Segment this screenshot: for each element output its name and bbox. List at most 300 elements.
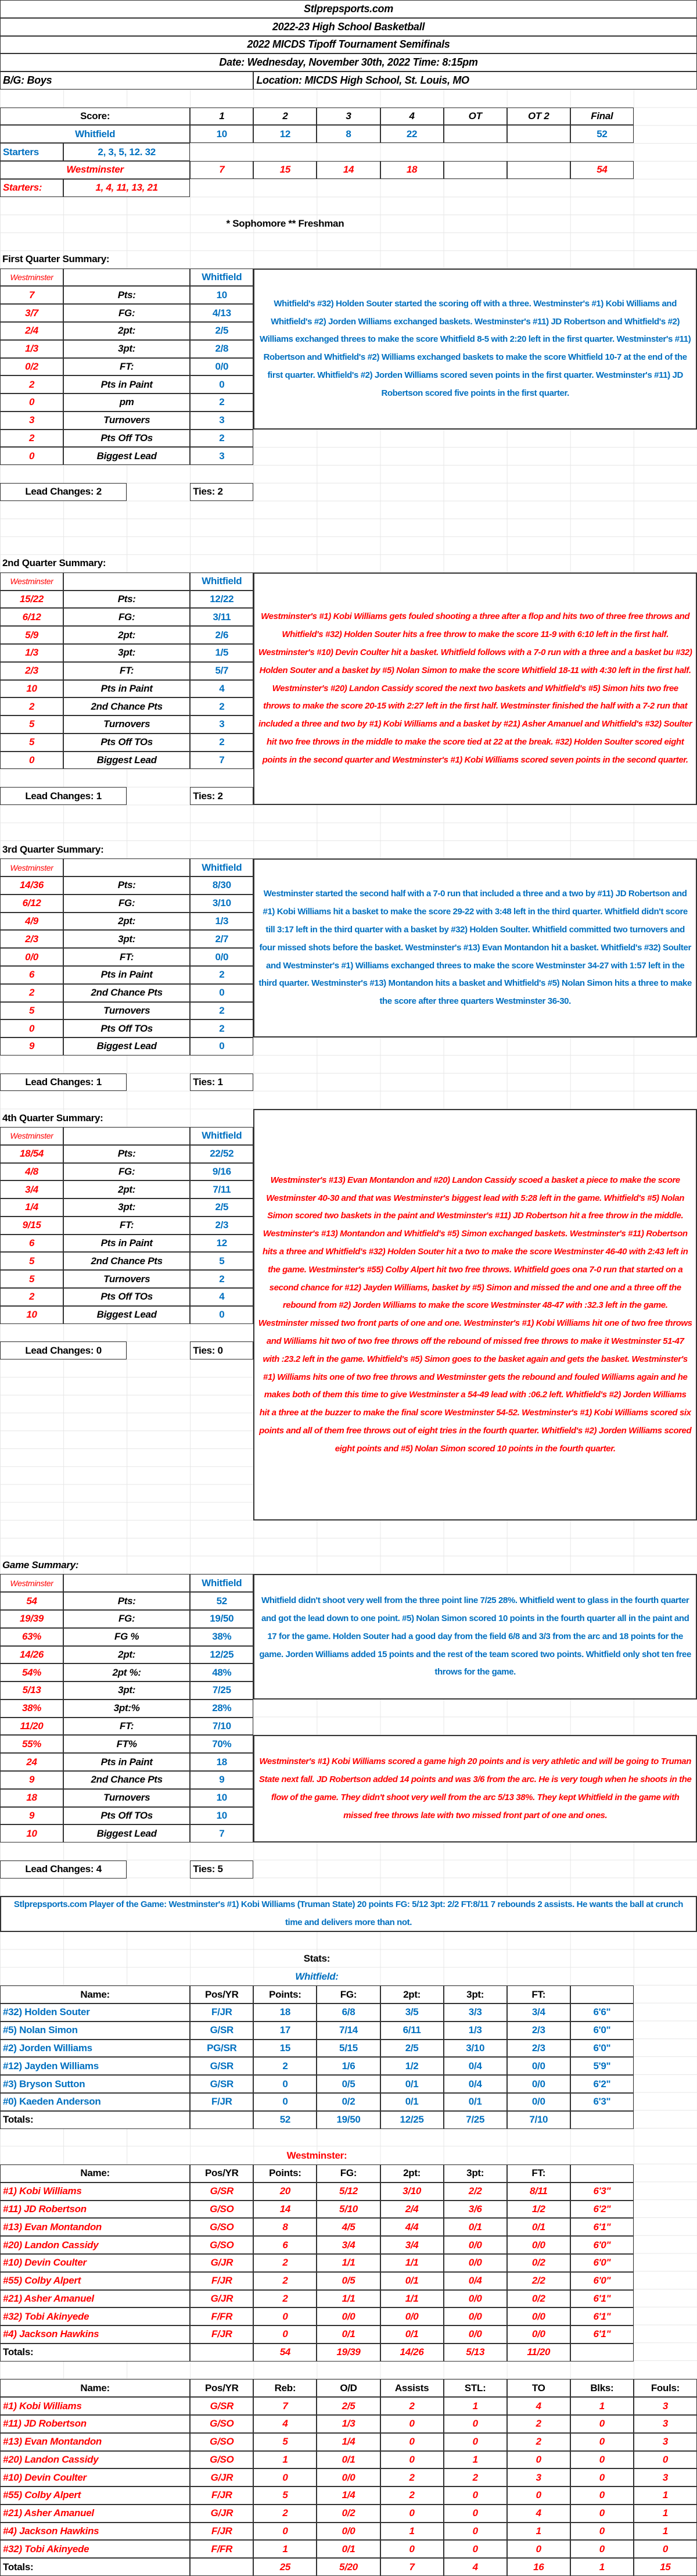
westminster-misc-stats-header: Blks: <box>570 2379 634 2397</box>
q2-stat-label: FT: <box>63 662 190 680</box>
game-whitfield-value: 10 <box>190 1789 253 1807</box>
whitfield-stats-totals-value: 12/25 <box>380 2111 444 2129</box>
westminster-misc-stats-player-stat: 0 <box>570 2523 634 2541</box>
whitfield-stats-player-stat: 3/10 <box>444 2040 507 2058</box>
q2-stat-label: Turnovers <box>63 715 190 734</box>
westminster-misc-stats-totals-value: 4 <box>444 2558 507 2576</box>
westminster-stats-player-stat: 0/1 <box>380 2272 444 2290</box>
whitfield-stats-player-stat: 6'6" <box>570 2003 634 2022</box>
whitfield-quarter-score <box>507 125 570 143</box>
westminster-misc-stats-player-name: #13) Evan Montandon <box>0 2433 190 2451</box>
q3-ties: Ties: 1 <box>190 1074 253 1092</box>
westminster-stats-player-stat: 0/1 <box>317 2325 380 2344</box>
westminster-stats-title: Westminster: <box>286 2149 347 2161</box>
westminster-misc-stats-player-stat: 1/3 <box>317 2415 380 2433</box>
westminster-stats-header: 2pt: <box>380 2164 444 2183</box>
q2-stat-label: 3pt: <box>63 644 190 662</box>
game-westminster-value: 54% <box>0 1663 63 1681</box>
q1-westminster-value: 0/2 <box>0 358 63 376</box>
westminster-stats-player-stat: 0/0 <box>507 2236 570 2254</box>
q4-lead-changes: Lead Changes: 0 <box>0 1341 127 1359</box>
q1-ties: Ties: 2 <box>190 483 253 501</box>
game-stat-label: 3pt:% <box>63 1700 190 1718</box>
q4-whitfield-value: 2/5 <box>190 1198 253 1217</box>
westminster-misc-stats-player-stat: 0 <box>570 2468 634 2486</box>
q3-westminster-header: Westminster <box>0 858 63 876</box>
westminster-stats-totals-value <box>190 2344 253 2362</box>
whitfield-stats-player-stat: 0 <box>253 2075 317 2093</box>
whitfield-quarter-score: 10 <box>190 125 253 143</box>
westminster-quarter-score <box>507 161 570 179</box>
whitfield-stats-player-stat: 2/5 <box>380 2040 444 2058</box>
q3-westminster-value: 5 <box>0 1002 63 1020</box>
westminster-misc-stats-player-stat: 0/0 <box>317 2468 380 2486</box>
westminster-misc-stats-player-stat: 7 <box>253 2397 317 2415</box>
westminster-stats-player-stat: 3/6 <box>444 2201 507 2219</box>
westminster-stats-player-name: #20) Landon Cassidy <box>0 2236 190 2254</box>
q2-stat-label: Biggest Lead <box>63 752 190 770</box>
game-lead-changes: Lead Changes: 4 <box>0 1861 127 1879</box>
westminster-misc-stats-player-stat: 2 <box>507 2433 570 2451</box>
whitfield-stats-header: Points: <box>253 1985 317 2003</box>
westminster-stats-player-stat: G/JR <box>190 2254 253 2272</box>
westminster-misc-stats-player-stat: 0 <box>634 2451 697 2469</box>
whitfield-stats-player-stat: 1/3 <box>444 2022 507 2040</box>
westminster-stats-player-stat: 20 <box>253 2183 317 2201</box>
whitfield-stats-player-name: #12) Jayden Williams <box>0 2057 190 2075</box>
westminster-misc-stats-player-stat: G/SO <box>190 2415 253 2433</box>
westminster-misc-stats-totals-value: 16 <box>507 2558 570 2576</box>
westminster-stats-player-stat: 4/4 <box>380 2218 444 2236</box>
westminster-misc-stats-player-stat: 1 <box>507 2523 570 2541</box>
q3-stat-label: Biggest Lead <box>63 1037 190 1056</box>
westminster-stats-player-name: #11) JD Robertson <box>0 2201 190 2219</box>
q4-stat-label: Biggest Lead <box>63 1306 190 1324</box>
westminster-misc-stats-player-stat: 1 <box>570 2397 634 2415</box>
q3-lead-changes: Lead Changes: 1 <box>0 1074 127 1092</box>
q4-stat-label: Pts in Paint <box>63 1235 190 1253</box>
westminster-stats-player-stat: 5/10 <box>317 2201 380 2219</box>
westminster-misc-stats-totals-value: 7 <box>380 2558 444 2576</box>
westminster-misc-stats-totals-value: 15 <box>634 2558 697 2576</box>
q4-westminster-value: 6 <box>0 1235 63 1253</box>
whitfield-stats-player-name: #32) Holden Souter <box>0 2003 190 2022</box>
q4-stat-label: Turnovers <box>63 1270 190 1288</box>
game-whitfield-value: 48% <box>190 1663 253 1681</box>
q3-whitfield-value: 1/3 <box>190 913 253 931</box>
q4-stat-label: 2nd Chance Pts <box>63 1252 190 1270</box>
westminster-stats-player-stat: 0/1 <box>507 2218 570 2236</box>
game-westminster-header: Westminster <box>0 1574 63 1592</box>
westminster-stats-player-name: #10) Devin Coulter <box>0 2254 190 2272</box>
q2-westminster-value: 2 <box>0 697 63 715</box>
q3-stat-label: Turnovers <box>63 1002 190 1020</box>
westminster-stats-player-stat: G/JR <box>190 2290 253 2308</box>
whitfield-stats-player-stat: 17 <box>253 2022 317 2040</box>
q2-whitfield-value: 7 <box>190 752 253 770</box>
whitfield-stats-player-name: #3) Bryson Sutton <box>0 2075 190 2093</box>
westminster-misc-stats-totals-value: 5/20 <box>317 2558 380 2576</box>
game-whitfield-value: 7/10 <box>190 1718 253 1736</box>
q4-whitfield-value: 9/16 <box>190 1163 253 1181</box>
westminster-stats-player-stat: 3/10 <box>380 2183 444 2201</box>
westminster-stats-player-stat: 2/2 <box>444 2183 507 2201</box>
whitfield-stats-header: FT: <box>507 1985 570 2003</box>
westminster-stats-player-stat: 0/1 <box>380 2325 444 2344</box>
event-title: 2022 MICDS Tipoff Tournament Semifinals <box>0 36 697 54</box>
westminster-misc-stats-player-stat: 0 <box>380 2415 444 2433</box>
westminster-misc-stats-player-name: #21) Asher Amanuel <box>0 2505 190 2523</box>
location-label: Location: MICDS High School, St. Louis, MO <box>253 71 697 90</box>
westminster-misc-stats-player-stat: F/JR <box>190 2523 253 2541</box>
q2-westminster-value: 2/3 <box>0 662 63 680</box>
westminster-misc-stats-player-stat: 1 <box>634 2523 697 2541</box>
q1-stat-label: pm <box>63 393 190 412</box>
season-title: 2022-23 High School Basketball <box>0 18 697 36</box>
q2-ties: Ties: 2 <box>190 787 253 805</box>
westminster-misc-stats-player-stat: 0/2 <box>317 2505 380 2523</box>
westminster-misc-stats-player-stat: 0 <box>380 2505 444 2523</box>
westminster-stats-player-stat: 6'2" <box>570 2201 634 2219</box>
westminster-misc-stats-player-stat: 0/0 <box>317 2523 380 2541</box>
westminster-misc-stats-player-stat: 0/1 <box>317 2540 380 2558</box>
whitfield-quarter-score: 8 <box>317 125 380 143</box>
westminster-misc-stats-player-stat: 1 <box>253 2540 317 2558</box>
westminster-stats-player-stat: 1/1 <box>380 2290 444 2308</box>
westminster-stats-player-stat: 2 <box>253 2254 317 2272</box>
westminster-misc-stats-player-name: #20) Landon Cassidy <box>0 2451 190 2469</box>
westminster-stats-player-stat: G/SR <box>190 2183 253 2201</box>
whitfield-quarter-score <box>444 125 507 143</box>
score-header-col: 3 <box>317 108 380 126</box>
westminster-quarter-score: 7 <box>190 161 253 179</box>
game-whitfield-value: 12/25 <box>190 1646 253 1664</box>
westminster-stats-player-stat: 0/0 <box>444 2254 507 2272</box>
game-whitfield-value: 52 <box>190 1592 253 1610</box>
westminster-misc-stats-header: Reb: <box>253 2379 317 2397</box>
westminster-misc-stats-player-stat: 0 <box>507 2540 570 2558</box>
westminster-misc-stats-player-name: #10) Devin Coulter <box>0 2468 190 2486</box>
class-legend: * Sophomore ** Freshman <box>226 217 344 229</box>
game-stat-label: FG % <box>63 1628 190 1646</box>
game-stat-label: 2nd Chance Pts <box>63 1771 190 1789</box>
q2-westminster-value: 5/9 <box>0 626 63 644</box>
q1-title: First Quarter Summary: <box>2 253 110 265</box>
q3-whitfield-value: 3/10 <box>190 895 253 913</box>
westminster-stats-player-stat: 0/0 <box>444 2236 507 2254</box>
westminster-stats-player-stat: 4/5 <box>317 2218 380 2236</box>
q2-westminster-value: 10 <box>0 680 63 698</box>
whitfield-stats-player-name: #2) Jorden Williams <box>0 2040 190 2058</box>
westminster-stats-header: FG: <box>317 2164 380 2183</box>
westminster-misc-stats-player-stat: 1/4 <box>317 2486 380 2505</box>
q4-whitfield-value: 2/3 <box>190 1217 253 1235</box>
q4-westminster-value: 1/4 <box>0 1198 63 1217</box>
q4-whitfield-value: 0 <box>190 1306 253 1324</box>
westminster-starters: 1, 4, 11, 13, 21 <box>63 179 190 197</box>
westminster-stats-player-name: #21) Asher Amanuel <box>0 2290 190 2308</box>
whitfield-starters: 2, 3, 5, 12. 32 <box>63 143 190 161</box>
westminster-misc-stats-player-stat: 4 <box>253 2415 317 2433</box>
whitfield-stats-title: Whitfield: <box>295 1970 339 1982</box>
westminster-stats-player-stat: 0/4 <box>444 2272 507 2290</box>
westminster-misc-stats-player-name: #32) Tobi Akinyede <box>0 2540 190 2558</box>
q1-westminster-value: 7 <box>0 286 63 304</box>
game-westminster-value: 5/13 <box>0 1681 63 1700</box>
q3-westminster-value: 2/3 <box>0 930 63 948</box>
whitfield-quarter-score: 22 <box>380 125 444 143</box>
westminster-misc-stats-header: TO <box>507 2379 570 2397</box>
whitfield-stats-player-stat: 2/3 <box>507 2022 570 2040</box>
westminster-misc-stats-player-stat: 1 <box>253 2451 317 2469</box>
game-whitfield-header: Whitfield <box>190 1574 253 1592</box>
q4-whitfield-value: 5 <box>190 1252 253 1270</box>
score-header-col: 1 <box>190 108 253 126</box>
q1-whitfield-header: Whitfield <box>190 269 253 287</box>
q1-stat-label: FT: <box>63 358 190 376</box>
score-header-col: OT <box>444 108 507 126</box>
whitfield-stats-player-stat: 0/0 <box>507 2057 570 2075</box>
q3-stat-label: Pts in Paint <box>63 966 190 984</box>
q1-whitfield-value: 2 <box>190 430 253 448</box>
game-whitfield-value: 19/50 <box>190 1610 253 1628</box>
westminster-misc-stats-player-stat: 0 <box>253 2523 317 2541</box>
q1-westminster-header: Westminster <box>0 269 63 287</box>
whitfield-stats-totals-value: 19/50 <box>317 2111 380 2129</box>
game-stat-label: FT: <box>63 1718 190 1736</box>
q2-westminster-header: Westminster <box>0 573 63 591</box>
whitfield-stats-player-name: #5) Nolan Simon <box>0 2022 190 2040</box>
westminster-stats-player-stat: 0/0 <box>444 2325 507 2344</box>
westminster-misc-stats-player-stat: 0 <box>507 2451 570 2469</box>
q3-whitfield-value: 0/0 <box>190 948 253 966</box>
game-westminster-value: 11/20 <box>0 1718 63 1736</box>
westminster-stats-player-stat: 6'1" <box>570 2325 634 2344</box>
westminster-misc-stats-player-stat: 5 <box>253 2433 317 2451</box>
westminster-stats-player-stat: 3/4 <box>380 2236 444 2254</box>
westminster-stats-player-stat: 0/0 <box>507 2307 570 2325</box>
westminster-stats-player-stat: 6'1" <box>570 2218 634 2236</box>
q3-whitfield-value: 2 <box>190 1019 253 1037</box>
score-header-col: Final <box>570 108 634 126</box>
westminster-stats-totals-label: Totals: <box>0 2344 190 2362</box>
game-westminster-value: 14/26 <box>0 1646 63 1664</box>
westminster-misc-stats-player-stat: G/SR <box>190 2397 253 2415</box>
westminster-stats-player-stat: 0/0 <box>507 2325 570 2344</box>
westminster-misc-stats-header: Pos/YR <box>190 2379 253 2397</box>
q3-narrative: Westminster started the second half with a 7-0 run that included a three and a two by #11) JD Robertson and #1) Kobi Williams hit a basket to make the score 29-22 with 3:48 left in the third quarter. Whitfield didn't score till 3:17 left in the third quarter with a basket by #32) Holden Soulter. Whitfield committed two turnovers and four missed shots before the basket. Westminster's #13) Evan Montandon hit a basket. Whitfield's #32) Soulter and Westminster's #1) Williams exchanged threes to make the score Westminster 34-27 with 1:57 left in the third quarter. Westminster's #13) Montandon hits a basket and Whitfield's #5) Nolan Simon hits a three to make the score after three quarters Westminster 36-30. <box>253 858 697 1037</box>
game-westminster-value: 9 <box>0 1771 63 1789</box>
westminster-misc-stats-player-name: #55) Colby Alpert <box>0 2486 190 2505</box>
q1-whitfield-value: 2/8 <box>190 340 253 358</box>
westminster-stats-player-stat: 0/5 <box>317 2272 380 2290</box>
q2-westminster-value: 15/22 <box>0 591 63 609</box>
westminster-stats-player-stat: 8/11 <box>507 2183 570 2201</box>
westminster-quarter-score: 15 <box>253 161 317 179</box>
q1-label-header <box>63 269 190 287</box>
game-stat-label: FG: <box>63 1610 190 1628</box>
game-stat-label: Pts: <box>63 1592 190 1610</box>
q1-westminster-value: 3 <box>0 412 63 430</box>
westminster-stats-header: 3pt: <box>444 2164 507 2183</box>
q3-westminster-value: 4/9 <box>0 913 63 931</box>
westminster-misc-stats-header: Fouls: <box>634 2379 697 2397</box>
westminster-misc-stats-player-stat: 2 <box>380 2468 444 2486</box>
westminster-score-name: Westminster <box>0 161 190 179</box>
westminster-misc-stats-player-stat: 0 <box>444 2486 507 2505</box>
q4-westminster-value: 4/8 <box>0 1163 63 1181</box>
westminster-stats-player-stat: 0 <box>253 2307 317 2325</box>
q1-whitfield-value: 2 <box>190 393 253 412</box>
q4-stat-label: 3pt: <box>63 1198 190 1217</box>
q3-whitfield-value: 0 <box>190 984 253 1002</box>
westminster-stats-player-name: #4) Jackson Hawkins <box>0 2325 190 2344</box>
westminster-stats-player-stat: 2 <box>253 2272 317 2290</box>
q4-ties: Ties: 0 <box>190 1341 253 1359</box>
q4-whitfield-value: 2 <box>190 1270 253 1288</box>
q2-stat-label: Pts in Paint <box>63 680 190 698</box>
player-of-the-game: Stlprepsports.com Player of the Game: Westminster's #1) Kobi Williams (Truman State) 20 points FG: 5/12 3pt: 2/2 FT:8/11 7 rebounds 2 assists. He wants the ball at crunch time and delivers more than not. <box>0 1896 697 1932</box>
score-header-label: Score: <box>0 108 190 126</box>
whitfield-stats-player-stat: 7/14 <box>317 2022 380 2040</box>
q2-whitfield-value: 2 <box>190 734 253 752</box>
q4-westminster-value: 9/15 <box>0 1217 63 1235</box>
westminster-misc-stats-player-stat: G/SO <box>190 2451 253 2469</box>
westminster-misc-stats-player-stat: F/JR <box>190 2486 253 2505</box>
westminster-stats-player-stat: 2/2 <box>507 2272 570 2290</box>
whitfield-stats-totals-label: Totals: <box>0 2111 190 2129</box>
westminster-stats-totals-value <box>570 2344 634 2362</box>
whitfield-stats-totals-value: 7/10 <box>507 2111 570 2129</box>
q1-westminster-value: 3/7 <box>0 304 63 322</box>
q1-stat-label: FG: <box>63 304 190 322</box>
game-westminster-value: 54 <box>0 1592 63 1610</box>
game-narrative-westminster: Westminster's #1) Kobi Williams scored a game high 20 points and is very athletic and will be going to Truman State next fall. JD Robertson added 14 points and was 3/6 from the arc. He is very tough when he shoots in the flow of the game. They didn't shoot very well from the arc 5/13 38%. They kept Whitfield in the game with missed free throws late with two missed front part of one and ones. <box>253 1735 697 1842</box>
q4-label-header <box>63 1127 190 1145</box>
whitfield-stats-totals-value <box>570 2111 634 2129</box>
game-westminster-value: 18 <box>0 1789 63 1807</box>
whitfield-stats-player-stat: 0/4 <box>444 2057 507 2075</box>
westminster-misc-stats-player-stat: 4 <box>507 2505 570 2523</box>
q2-narrative: Westminster's #1) Kobi Williams gets fouled shooting a three after a flop and hits two of three free throws and Whitfield's #32) Holden Souter hits a free throw to make the score 11-9 with 6:10 left in the first half. Westminster's #10) Devin Coulter hit a basket. Whitfield follows with a 7-0 run with a three and a basket bu #32) Holden Souter and a basket by #5) Nolan Simon to make the score Whitfield 18-11 with 4:30 left in the first half. Westminster's #20) Landon Cassidy scored the next two baskets and Whitfield's #5) Simon hits two free throws to make the score 20-15 with 2:27 left in the first half. Westminster finished the half with a 7-2 run that included a three and two by #1) Kobi Williams and a basket by #21) Asher Amanuel and Whitfield's #32) Soulter hit two free throws in the middle to make the score tied at 22 at the break. #32) Holden Soulter scored eight points in the second quarter and Westminster's #1) Kobi Williams scored seven points in the second quarter. <box>253 573 697 805</box>
q2-lead-changes: Lead Changes: 1 <box>0 787 127 805</box>
westminster-misc-stats-player-stat: 1 <box>634 2486 697 2505</box>
westminster-misc-stats-totals-value: 25 <box>253 2558 317 2576</box>
westminster-stats-player-stat: 6'0" <box>570 2236 634 2254</box>
q3-westminster-value: 9 <box>0 1037 63 1056</box>
westminster-misc-stats-player-stat: 0 <box>507 2486 570 2505</box>
westminster-misc-stats-player-stat: 3 <box>507 2468 570 2486</box>
q2-whitfield-value: 1/5 <box>190 644 253 662</box>
westminster-misc-stats-player-stat: 1/4 <box>317 2433 380 2451</box>
q3-whitfield-value: 0 <box>190 1037 253 1056</box>
westminster-misc-stats-player-stat: 3 <box>634 2415 697 2433</box>
game-whitfield-value: 70% <box>190 1735 253 1753</box>
whitfield-stats-player-stat: 6'0" <box>570 2022 634 2040</box>
game-narrative-whitfield: Whitfield didn't shoot very well from the three point line 7/25 28%. Whitfield went to glass in the fourth quarter and got the lead down to one point. #5) Nolan Simon scored 10 points in the fourth quarter all in the paint and 17 for the game. Holden Souter had a good day from the field 6/8 and 3/3 from the arc and 18 points for the game. Jorden Williams added 15 points and the rest of the team scored two points. Whitfield only shot ten free throws for the game. <box>253 1574 697 1699</box>
game-whitfield-value: 18 <box>190 1753 253 1771</box>
whitfield-stats-player-stat: 18 <box>253 2003 317 2022</box>
game-westminster-value: 38% <box>0 1700 63 1718</box>
westminster-stats-player-stat: 6'3" <box>570 2183 634 2201</box>
westminster-stats-player-stat: 6 <box>253 2236 317 2254</box>
score-header-col: OT 2 <box>507 108 570 126</box>
q2-westminster-value: 5 <box>0 715 63 734</box>
westminster-misc-stats-totals-value: 1 <box>570 2558 634 2576</box>
q1-stat-label: Turnovers <box>63 412 190 430</box>
whitfield-stats-player-stat: PG/SR <box>190 2040 253 2058</box>
game-ties: Ties: 5 <box>190 1861 253 1879</box>
westminster-stats-player-stat: F/JR <box>190 2325 253 2344</box>
q4-stat-label: Pts: <box>63 1145 190 1163</box>
q4-westminster-value: 5 <box>0 1270 63 1288</box>
q3-whitfield-value: 8/30 <box>190 876 253 895</box>
westminster-misc-stats-player-stat: 3 <box>634 2397 697 2415</box>
westminster-misc-stats-player-stat: 0 <box>570 2451 634 2469</box>
q2-whitfield-value: 2/6 <box>190 626 253 644</box>
westminster-misc-stats-player-stat: 0 <box>634 2540 697 2558</box>
q3-westminster-value: 2 <box>0 984 63 1002</box>
whitfield-stats-player-stat: 3/3 <box>444 2003 507 2022</box>
westminster-misc-stats-player-stat: 2 <box>380 2486 444 2505</box>
westminster-stats-player-stat: 6'0" <box>570 2272 634 2290</box>
gender-label: B/G: Boys <box>0 71 253 90</box>
q1-narrative: Whitfield's #32) Holden Souter started the scoring off with a three. Westminster's #1) Kobi Williams and Whitfield's #2) Jorden Williams exchanged baskets. Westminster's #11) JD Robertson and Whitfield's #2) Williams exchanged threes to make the score Whitfield 8-5 with 2:20 left in the first quarter. Westminster's #11) Robertson and Whitfield's #2) Williams exchanged baskets to make the score Whitfield 10-7 at the end of the first quarter. Whitfield's #2) Jorden Williams scored seven points in the first quarter. Westminster's #11) JD Robertson scored five points in the first quarter. <box>253 269 697 430</box>
q3-westminster-value: 14/36 <box>0 876 63 895</box>
q2-whitfield-header: Whitfield <box>190 573 253 591</box>
westminster-stats-player-stat: 1/1 <box>317 2290 380 2308</box>
game-stat-label: Pts in Paint <box>63 1753 190 1771</box>
game-westminster-value: 55% <box>0 1735 63 1753</box>
westminster-misc-stats-player-stat: 0 <box>444 2540 507 2558</box>
q4-westminster-value: 3/4 <box>0 1180 63 1198</box>
whitfield-stats-header: FG: <box>317 1985 380 2003</box>
q3-westminster-value: 0/0 <box>0 948 63 966</box>
q4-whitfield-value: 12 <box>190 1235 253 1253</box>
q1-whitfield-value: 10 <box>190 286 253 304</box>
q4-title: 4th Quarter Summary: <box>2 1112 103 1124</box>
westminster-stats-player-name: #13) Evan Montandon <box>0 2218 190 2236</box>
q2-whitfield-value: 12/22 <box>190 591 253 609</box>
q1-westminster-value: 2 <box>0 375 63 393</box>
whitfield-stats-player-stat: 5/15 <box>317 2040 380 2058</box>
q4-westminster-header: Westminster <box>0 1127 63 1145</box>
westminster-misc-stats-player-stat: 0 <box>444 2505 507 2523</box>
q2-whitfield-value: 3 <box>190 715 253 734</box>
whitfield-stats-player-stat: 2/3 <box>507 2040 570 2058</box>
westminster-stats-header: Points: <box>253 2164 317 2183</box>
whitfield-stats-player-stat: 0/2 <box>317 2093 380 2111</box>
westminster-stats-player-stat: F/JR <box>190 2272 253 2290</box>
westminster-misc-stats-player-stat: 2 <box>380 2397 444 2415</box>
q3-label-header <box>63 858 190 876</box>
westminster-misc-stats-player-stat: G/SO <box>190 2433 253 2451</box>
q3-westminster-value: 6 <box>0 966 63 984</box>
westminster-misc-stats-player-stat: 1 <box>444 2451 507 2469</box>
q4-westminster-value: 18/54 <box>0 1145 63 1163</box>
whitfield-stats-player-stat: 0/0 <box>507 2093 570 2111</box>
q2-stat-label: Pts Off TOs <box>63 734 190 752</box>
whitfield-stats-player-stat: 6/8 <box>317 2003 380 2022</box>
whitfield-stats-player-stat: 6'3" <box>570 2093 634 2111</box>
westminster-misc-stats-player-stat: 0 <box>570 2415 634 2433</box>
game-whitfield-value: 9 <box>190 1771 253 1789</box>
westminster-misc-stats-player-stat: 0 <box>380 2451 444 2469</box>
game-whitfield-value: 7/25 <box>190 1681 253 1700</box>
westminster-starters-label: Starters: <box>0 179 63 197</box>
q1-stat-label: Pts Off TOs <box>63 430 190 448</box>
westminster-stats-player-stat: 0/1 <box>444 2218 507 2236</box>
